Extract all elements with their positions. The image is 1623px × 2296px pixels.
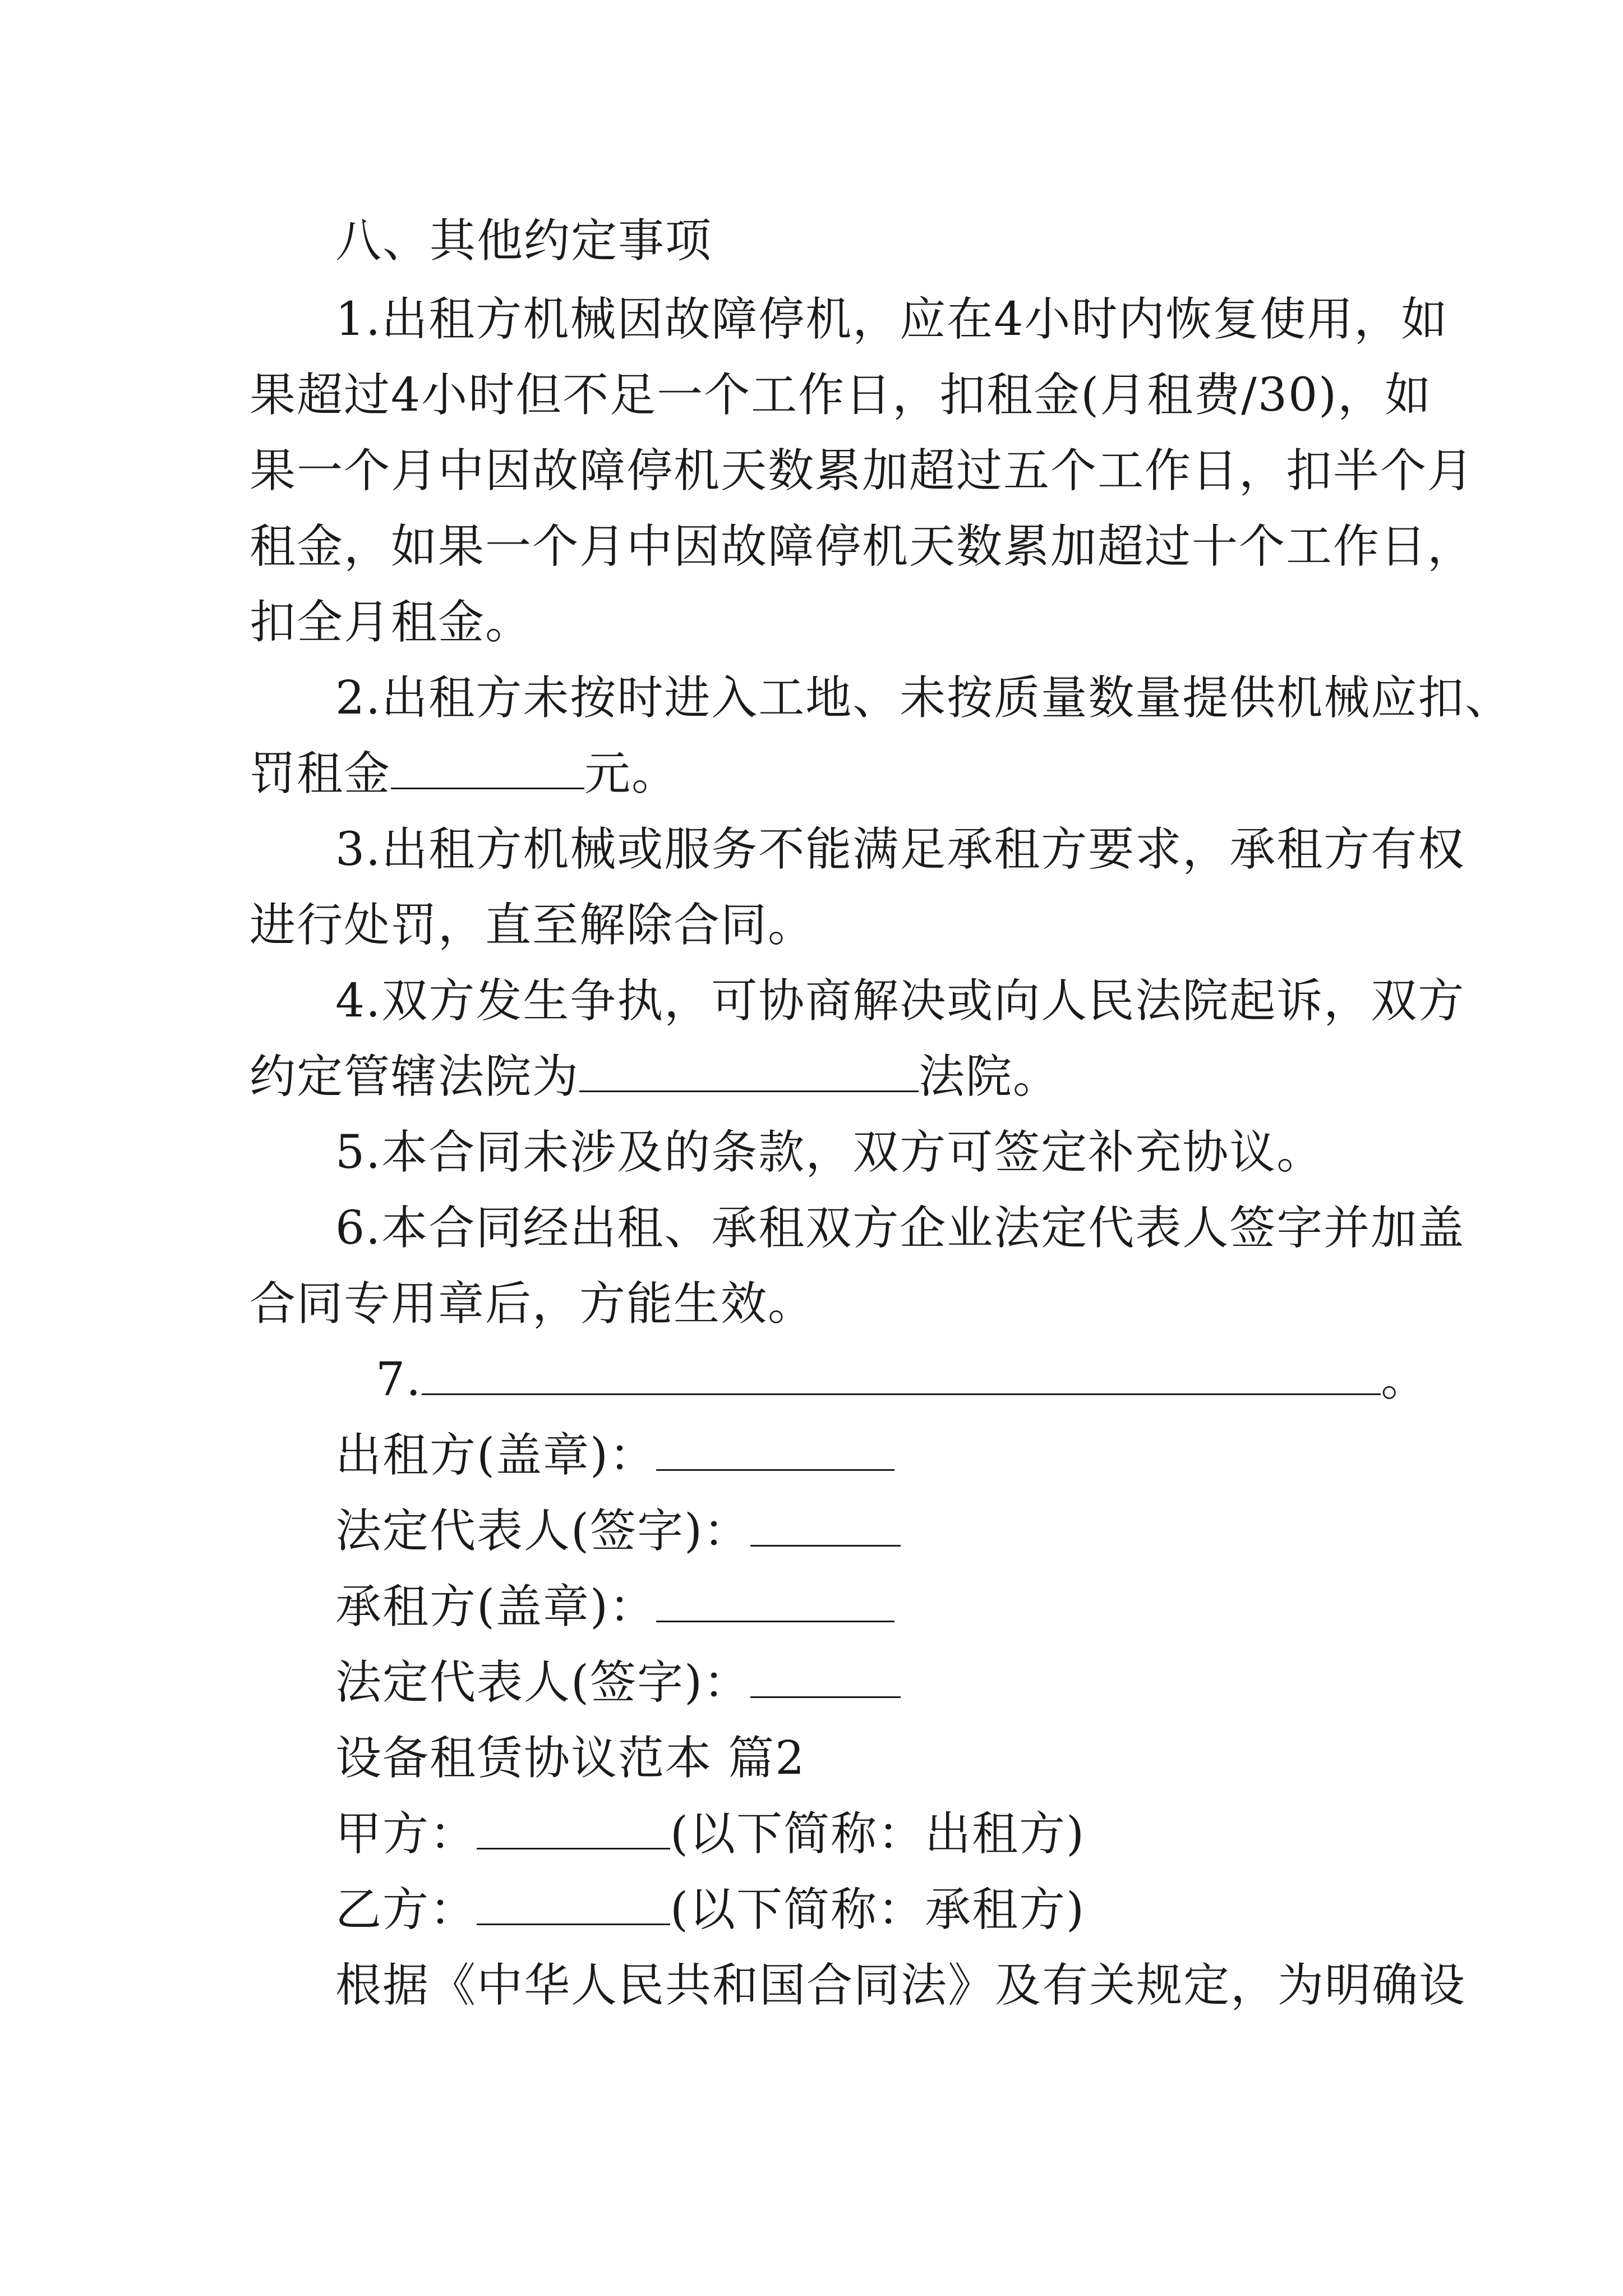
item-6-line-2: 合同专用章后，方能生效。 (250, 1277, 815, 1331)
party-b-note: (以下简称：承租方) (670, 1883, 1085, 1936)
item-1-line-4: 租金，如果一个月中因故障停机天数累加超过十个工作日， (250, 520, 1475, 573)
item-4-line-2 (250, 1049, 1382, 1105)
lessor-seal-label: 出租方(盖章)： (335, 1429, 656, 1482)
section-2-intro: 根据《中华人民共和国合同法》及有关规定，为明确设 (335, 1959, 1467, 2012)
lessor-rep-label: 法定代表人(签字)： (335, 1504, 750, 1558)
item-7-suffix: 。 (1381, 1353, 1428, 1406)
item-1-line-5: 扣全月租金。 (250, 596, 533, 649)
item-2-suffix: 元。 (584, 747, 679, 800)
party-a-label: 甲方： (335, 1807, 477, 1861)
section-2-title: 设备租赁协议范本 篇2 (335, 1732, 806, 1785)
item-1-line-1: 1.出租方机械因故障停机，应在4小时内恢复使用，如 (335, 293, 1449, 346)
item-2-prefix: 罚租金 (250, 747, 391, 800)
item-1-line-3: 果一个月中因故障停机天数累加超过五个工作日，扣半个月 (250, 444, 1475, 498)
item-3-line-2: 进行处罚，直至解除合同。 (250, 899, 815, 952)
party-a-note: (以下简称：出租方) (670, 1807, 1085, 1861)
party-b-blank[interactable] (477, 1884, 670, 1925)
item-4-prefix: 约定管辖法院为 (250, 1050, 580, 1103)
lessee-seal-blank[interactable] (656, 1581, 895, 1622)
party-b-label: 乙方： (335, 1883, 477, 1936)
lessor-seal-blank[interactable] (656, 1430, 895, 1471)
item-6-line-1: 6.本合同经出租、承租双方企业法定代表人签字并加盖 (335, 1202, 1465, 1255)
item-2-line-1: 2.出租方未按时进入工地、未按质量数量提供机械应扣、 (335, 671, 1513, 725)
penalty-amount-blank[interactable] (391, 748, 584, 789)
lessee-seal-row (335, 1579, 1468, 1635)
lessee-rep-row (335, 1655, 1468, 1711)
item-7-blank[interactable] (422, 1354, 1381, 1395)
lessee-rep-label: 法定代表人(签字)： (335, 1656, 750, 1709)
item-5: 5.本合同未涉及的条款，双方可签定补充协议。 (335, 1126, 1324, 1179)
item-7 (376, 1352, 1509, 1408)
court-name-blank[interactable] (579, 1051, 919, 1092)
lessee-rep-blank[interactable] (750, 1657, 901, 1698)
item-7-prefix: 7. (376, 1353, 422, 1406)
party-a-blank[interactable] (477, 1809, 670, 1849)
party-b-row (335, 1882, 1468, 1938)
lessee-seal-label: 承租方(盖章)： (335, 1580, 656, 1634)
lessor-seal-row (335, 1428, 1468, 1484)
lessor-rep-blank[interactable] (750, 1506, 901, 1547)
item-4-line-1: 4.双方发生争执，可协商解决或向人民法院起诉，双方 (335, 974, 1465, 1028)
party-a-row (335, 1806, 1468, 1862)
lessor-rep-row (335, 1503, 1468, 1559)
item-2-line-2 (250, 746, 1382, 802)
item-3-line-1: 3.出租方机械或服务不能满足承租方要求，承租方有权 (335, 823, 1465, 876)
section-heading: 八、其他约定事项 (335, 214, 713, 268)
item-1-line-2: 果超过4小时但不足一个工作日，扣租金(月租费/30)，如 (250, 369, 1432, 422)
item-4-suffix: 法院。 (919, 1050, 1061, 1103)
